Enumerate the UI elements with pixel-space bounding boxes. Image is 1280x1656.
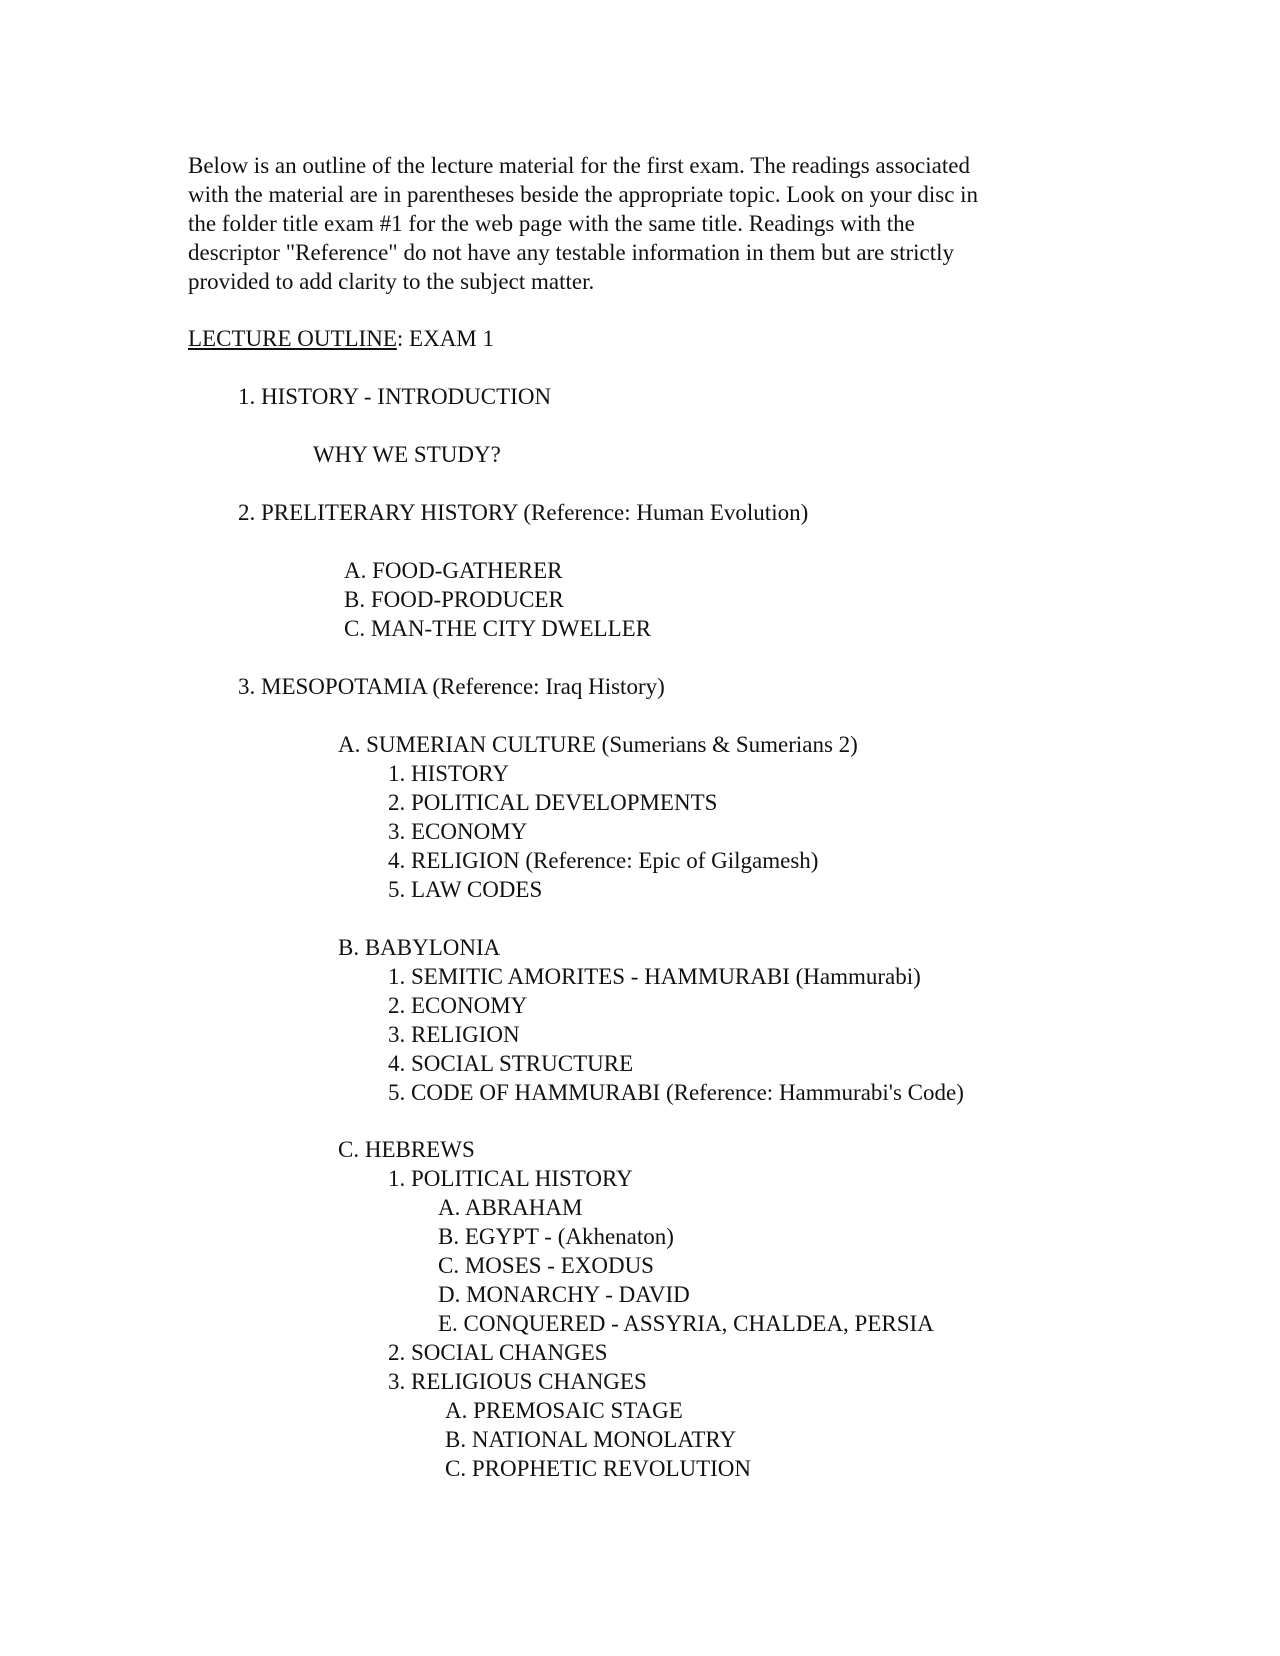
intro-line-3: the folder title exam #1 for the web page with the same title. Readings with the (188, 211, 915, 236)
section-2-item: C. MAN-THE CITY DWELLER (344, 616, 652, 641)
section-2-title: 2. PRELITERARY HISTORY (Reference: Human Evolution) (238, 500, 809, 525)
intro-line-2: with the material are in parentheses beside the appropriate topic. Look on your disc in (188, 182, 979, 207)
babylonia-item: 1. SEMITIC AMORITES - HAMMURABI (Hammurabi) (388, 964, 921, 989)
religious-item: C. PROPHETIC REVOLUTION (445, 1456, 752, 1481)
sumerian-title: A. SUMERIAN CULTURE (Sumerians & Sumerians 2) (338, 732, 858, 757)
babylonia-title: B. BABYLONIA (338, 935, 501, 960)
babylonia-item: 5. CODE OF HAMMURABI (Reference: Hammurabi's Code) (388, 1080, 964, 1105)
intro-line-5: provided to add clarity to the subject matter. (188, 269, 595, 294)
sumerian-item: 2. POLITICAL DEVELOPMENTS (388, 790, 718, 815)
intro-line-4: descriptor "Reference" do not have any testable information in them but are strictly (188, 240, 955, 265)
political-item: B. EGYPT - (Akhenaton) (438, 1224, 674, 1249)
section-2-item: B. FOOD-PRODUCER (344, 587, 564, 612)
section-1-sub: WHY WE STUDY? (313, 442, 501, 467)
sumerian-item: 3. ECONOMY (388, 819, 528, 844)
sumerian-item: 5. LAW CODES (388, 877, 543, 902)
section-2-item: A. FOOD-GATHERER (344, 558, 563, 583)
section-1-title: 1. HISTORY - INTRODUCTION (238, 384, 552, 409)
religious-item: A. PREMOSAIC STAGE (445, 1398, 683, 1423)
hebrews-political: 1. POLITICAL HISTORY (388, 1166, 633, 1191)
section-3-title: 3. MESOPOTAMIA (Reference: Iraq History) (238, 674, 665, 699)
religious-item: B. NATIONAL MONOLATRY (445, 1427, 737, 1452)
political-item: A. ABRAHAM (438, 1195, 583, 1220)
outline-heading-rest: : EXAM 1 (396, 326, 495, 351)
hebrews-title: C. HEBREWS (338, 1137, 475, 1162)
sumerian-item: 4. RELIGION (Reference: Epic of Gilgamesh) (388, 848, 819, 873)
political-item: D. MONARCHY - DAVID (438, 1282, 690, 1307)
political-item: C. MOSES - EXODUS (438, 1253, 654, 1278)
hebrews-religious: 3. RELIGIOUS CHANGES (388, 1369, 647, 1394)
babylonia-item: 2. ECONOMY (388, 993, 528, 1018)
outline-heading (188, 325, 494, 353)
sumerian-item: 1. HISTORY (388, 761, 509, 786)
outline-heading-underlined: LECTURE OUTLINE (188, 326, 397, 351)
political-item: E. CONQUERED - ASSYRIA, CHALDEA, PERSIA (438, 1311, 934, 1336)
babylonia-item: 4. SOCIAL STRUCTURE (388, 1051, 634, 1076)
intro-line-1: Below is an outline of the lecture material for the first exam. The readings associated (188, 153, 970, 178)
babylonia-item: 3. RELIGION (388, 1022, 520, 1047)
hebrews-social: 2. SOCIAL CHANGES (388, 1340, 608, 1365)
